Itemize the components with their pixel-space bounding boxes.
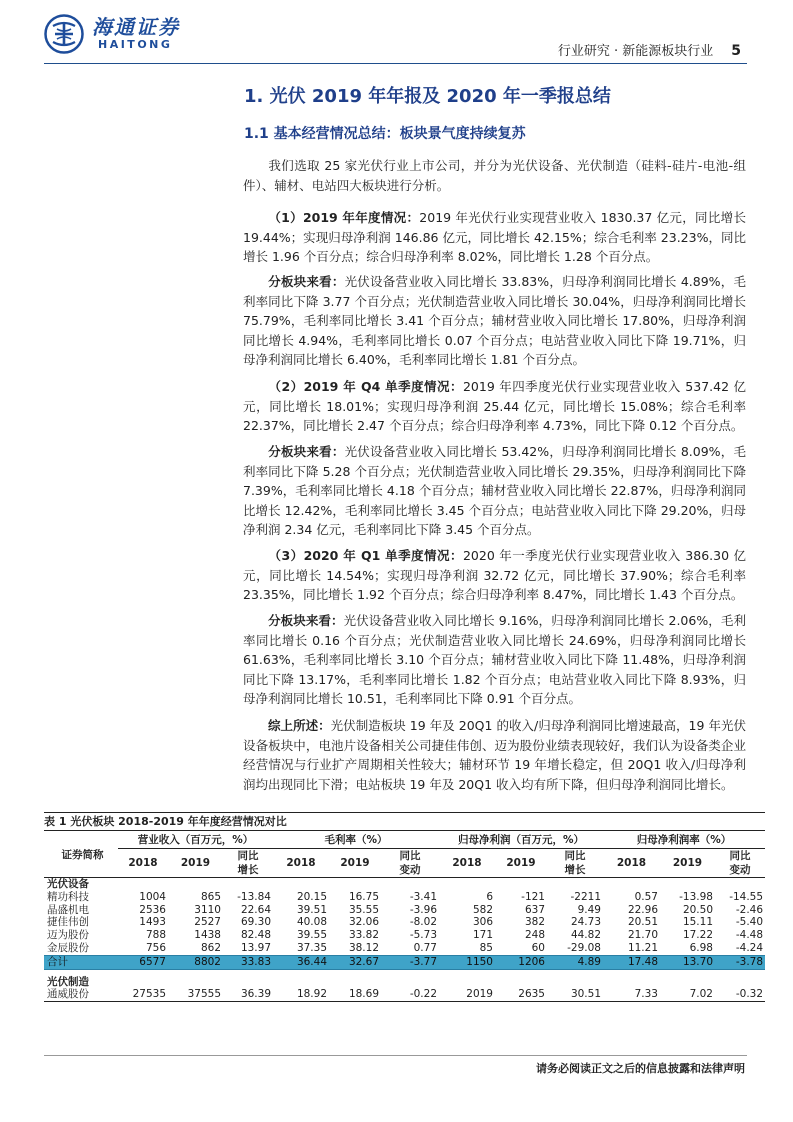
total-value-cell: -3.77 (381, 955, 439, 969)
value-cell: -3.41 (409, 890, 437, 903)
total-value-cell: 17.48 (603, 955, 660, 969)
group-header-revenue: 营业收入（百万元，%） (118, 831, 273, 849)
year-header: 2018 (118, 849, 168, 878)
value-cell: 13.97 (240, 941, 271, 954)
value-cell: 7.02 (660, 988, 715, 1001)
group-header-net-margin: 归母净利润率（%） (603, 831, 765, 849)
table-subheader-row (44, 849, 765, 864)
value-cell: 82.48 (240, 929, 271, 942)
value-cell: -5.73 (409, 929, 437, 942)
value-cell: 35.55 (348, 903, 379, 916)
value-cell: 32.06 (348, 916, 379, 929)
haitong-emblem-icon (44, 14, 84, 54)
value-cell: 30.51 (547, 988, 603, 1001)
value-cell: -14.55 (729, 890, 764, 903)
value-cell: 39.55 (296, 929, 327, 942)
value-cell: -0.22 (381, 988, 439, 1001)
yoy-header: 增长 (223, 863, 273, 878)
paragraph-2019-annual: （1）2019 年年度情况：2019 年光伏行业实现营业收入 1830.37 亿元，同比增长 19.44%；实现归母净利润 146.86 亿元，同比增长 42.15%；综合毛利率 23.23%，同比增长 1.96 个百分点；综合归母净利率 8.02%，同比增长 1.28 个百分点。 (243, 210, 746, 264)
value-cell: -121 (521, 890, 545, 903)
value-cell: 11.21 (627, 941, 658, 954)
total-value-cell: -3.78 (715, 955, 765, 969)
value-cell: -5.40 (735, 916, 764, 929)
value-cell: 37555 (168, 988, 223, 1001)
table-caption-row (44, 813, 765, 831)
footer-divider (44, 1055, 747, 1056)
value-cell: 33.82 (348, 929, 379, 942)
value-cell: -13.98 (679, 890, 713, 903)
header-divider (44, 63, 747, 64)
company-name-cell: 晶盛机电 (47, 903, 89, 916)
value-cell: -8.02 (409, 916, 437, 929)
value-cell: 1438 (194, 929, 221, 942)
value-cell: 1493 (139, 916, 166, 929)
table-row (44, 988, 765, 1001)
value-cell: -4.48 (735, 929, 764, 942)
value-cell: 20.50 (682, 903, 713, 916)
financial-comparison-table (44, 812, 764, 1002)
value-cell: 85 (479, 941, 493, 954)
value-cell: 37.35 (296, 941, 327, 954)
value-cell: 36.39 (223, 988, 273, 1001)
total-value-cell: 33.83 (223, 955, 273, 969)
company-name-cell: 精功科技 (47, 890, 89, 903)
value-cell: 865 (200, 890, 221, 903)
year-header: 2018 (273, 849, 329, 878)
value-cell: 862 (200, 941, 221, 954)
total-label-cell: 合计 (44, 955, 118, 969)
value-cell: 40.08 (296, 916, 327, 929)
total-value-cell: 13.70 (660, 955, 715, 969)
company-column-header: 证券简称 (44, 831, 118, 878)
logo-chinese-name: 海通证券 (92, 15, 180, 39)
paragraph-lead: 综上所述： (268, 718, 331, 733)
value-cell: -29.08 (567, 941, 601, 954)
total-value-cell: 8802 (168, 955, 223, 969)
paragraph-lead: （2）2019 年 Q4 单季度情况： (268, 379, 463, 394)
report-category: 行业研究 · 新能源板块行业 (557, 44, 714, 59)
value-cell: 2536 (139, 903, 166, 916)
total-value-cell: 36.44 (273, 955, 329, 969)
paragraph-2020-q1: （3）2020 年 Q1 单季度情况：2020 年一季度光伏行业实现营业收入 386.30 亿元，同比增长 14.54%；实现归母净利润 32.72 亿元，同比增长 37.90%；综合毛利率 23.35%，同比增长 1.92 个百分点；综合归母净利率 8.47%，同比增长 1.43 个百分点。 (243, 548, 746, 602)
value-cell: 38.12 (348, 941, 379, 954)
yoy-header: 同比 (564, 850, 586, 862)
table-row (44, 916, 765, 929)
value-cell: 9.49 (577, 903, 601, 916)
value-cell: 20.15 (296, 890, 327, 903)
page-number: 5 (731, 43, 741, 59)
value-cell: 17.22 (682, 929, 713, 942)
table-section-row (44, 878, 765, 891)
yoy-header: 同比 (399, 850, 421, 862)
paragraph-q4-segments: 分板块来看：光伏设备营业收入同比增长 53.42%，归母净利润同比增长 8.09%，毛利率同比下降 5.28 个百分点；光伏制造营业收入同比增长 29.35%，归母净利润同比下降 7.39%，毛利率同比增长 4.18 个百分点；辅材营业收入同比增长 22.87%，归母净利润同比增长 12.42%，毛利率同比增长 3.45 个百分点；电站营业收入同比下降 29.20%，归母净利润 2.34 亿元，毛利率同比下降 3.45 个百分点。 (243, 444, 746, 537)
total-value-cell: 32.67 (329, 955, 381, 969)
value-cell: -3.96 (409, 903, 437, 916)
value-cell: 27535 (118, 988, 168, 1001)
value-cell: 2635 (495, 988, 547, 1001)
table-caption: 表 1 光伏板块 2018-2019 年年度经营情况对比 (44, 813, 765, 831)
yoy-header: 增长 (547, 863, 603, 878)
value-cell: 39.51 (296, 903, 327, 916)
logo-english-name: HAITONG (98, 38, 173, 51)
yoy-header: 同比 (237, 850, 259, 862)
value-cell: 306 (472, 916, 493, 929)
table-row (44, 904, 765, 917)
table-row (44, 929, 765, 942)
value-cell: 60 (531, 941, 545, 954)
year-header: 2019 (660, 849, 715, 878)
value-cell: 756 (145, 941, 166, 954)
value-cell: 7.33 (603, 988, 660, 1001)
value-cell: -4.24 (735, 941, 764, 954)
table-row (44, 942, 765, 955)
value-cell: 6.98 (689, 941, 713, 954)
year-header: 2019 (495, 849, 547, 878)
yoy-header: 变动 (381, 863, 439, 878)
value-cell: 20.51 (627, 916, 658, 929)
value-cell: 0.57 (634, 890, 658, 903)
value-cell: 18.69 (329, 988, 381, 1001)
value-cell: 21.70 (627, 929, 658, 942)
section-title: 1. 光伏 2019 年年报及 2020 年一季报总结 (244, 86, 611, 107)
paragraph-q1-segments: 分板块来看：光伏设备营业收入同比增长 9.16%，归母净利润同比增长 2.06%，毛利率同比增长 0.16 个百分点；光伏制造营业收入同比增长 24.69%，归母净利润同比增长 61.63%，毛利率同比增长 3.10 个百分点；辅材营业收入同比下降 11.48%，归母净利润同比下降 13.17%，毛利率同比增长 1.82 个百分点；电站营业收入同比下降 8.93%，归母净利润同比增长 10.51，毛利率同比下降 0.91 个百分点。 (243, 613, 746, 706)
company-name-cell: 迈为股份 (47, 929, 89, 942)
value-cell: 69.30 (240, 916, 271, 929)
value-cell: 1004 (139, 890, 166, 903)
group-header-net-profit: 归母净利润（百万元，%） (439, 831, 603, 849)
value-cell: 24.73 (570, 916, 601, 929)
table-group-header (44, 831, 765, 849)
subsection-title: 1.1 基本经营情况总结：板块景气度持续复苏 (244, 126, 526, 142)
company-name-cell: 捷佳伟创 (47, 916, 89, 929)
total-value-cell: 6577 (118, 955, 168, 969)
group-header-gross-margin: 毛利率（%） (273, 831, 439, 849)
paragraph-lead: 分板块来看： (268, 444, 345, 459)
value-cell: -2211 (570, 890, 601, 903)
running-header (558, 40, 741, 59)
year-header: 2019 (168, 849, 223, 878)
value-cell: -2.46 (735, 903, 764, 916)
paragraph-lead: （1）2019 年年度情况： (268, 210, 420, 225)
value-cell: 18.92 (273, 988, 329, 1001)
yoy-header: 变动 (715, 863, 765, 878)
value-cell: 788 (145, 929, 166, 942)
value-cell: 6 (486, 890, 493, 903)
legal-disclaimer: 请务必阅读正文之后的信息披露和法律声明 (536, 1062, 745, 1075)
value-cell: -0.32 (715, 988, 765, 1001)
value-cell: 171 (472, 929, 493, 942)
section-label: 光伏设备 (47, 878, 89, 890)
table-section-row (44, 976, 765, 989)
value-cell: 0.77 (413, 941, 437, 954)
value-cell: 16.75 (348, 890, 379, 903)
value-cell: 382 (524, 916, 545, 929)
value-cell: 22.64 (240, 903, 271, 916)
company-name-cell: 金辰股份 (47, 941, 89, 954)
value-cell: 44.82 (570, 929, 601, 942)
table-row (44, 891, 765, 904)
value-cell: 15.11 (682, 916, 713, 929)
paragraph-lead: 分板块来看： (268, 613, 344, 628)
value-cell: 637 (524, 903, 545, 916)
intro-paragraph: 我们选取 25 家光伏行业上市公司，并分为光伏设备、光伏制造（硅料-硅片-电池-组件）、辅材、电站四大板块进行分析。 (243, 158, 746, 193)
company-logo (44, 14, 180, 54)
value-cell: -13.84 (237, 890, 271, 903)
value-cell: 248 (524, 929, 545, 942)
yoy-header: 同比 (729, 850, 751, 862)
year-header: 2019 (329, 849, 381, 878)
company-name-cell: 通威股份 (44, 988, 118, 1001)
value-cell: 582 (472, 903, 493, 916)
year-header: 2018 (439, 849, 495, 878)
paragraph-lead: （3）2020 年 Q1 单季度情况： (268, 548, 463, 563)
paragraph-lead: 分板块来看： (268, 274, 345, 289)
value-cell: 2527 (194, 916, 221, 929)
section-label: 光伏制造 (47, 975, 89, 988)
total-value-cell: 1150 (439, 955, 495, 969)
year-header: 2018 (603, 849, 660, 878)
value-cell: 3110 (194, 903, 221, 916)
paragraph-2019-segments: 分板块来看：光伏设备营业收入同比增长 33.83%，归母净利润同比增长 4.89%，毛利率同比下降 3.77 个百分点；光伏制造营业收入同比增长 30.04%，归母净利润同比增长 75.79%，毛利率同比增长 3.41 个百分点；辅材营业收入同比增长 17.80%，归母净利润同比增长 4.94%，毛利率同比增长 0.07 个百分点；电站营业收入同比下降 19.71%，归母净利润同比增长 6.40%，毛利率同比增长 1.81 个百分点。 (243, 274, 746, 367)
table-total-row (44, 955, 765, 969)
paragraph-summary: 综上所述：光伏制造板块 19 年及 20Q1 的收入/归母净利润同比增速最高，19 年光伏设备板块中，电池片设备相关公司捷佳伟创、迈为股份业绩表现较好，我们认为设备类企业经营情况与行业扩产周期相关性较大；辅材环节 19 年增长稳定，但 20Q1 收入/归母净利润均出现同比下滑；电站板块 19 年及 20Q1 收入均有所下降，但归母净利润同比增长。 (243, 718, 746, 792)
total-value-cell: 1206 (495, 955, 547, 969)
total-value-cell: 4.89 (547, 955, 603, 969)
paragraph-2019-q4: （2）2019 年 Q4 单季度情况：2019 年四季度光伏行业实现营业收入 537.42 亿元，同比增长 18.01%；实现归母净利润 25.44 亿元，同比增长 15.08%；综合毛利率 22.37%，同比增长 2.47 个百分点；综合归母净利率 4.73%，同比下降 0.12 个百分点。 (243, 379, 746, 433)
value-cell: 2019 (439, 988, 495, 1001)
value-cell: 22.96 (627, 903, 658, 916)
